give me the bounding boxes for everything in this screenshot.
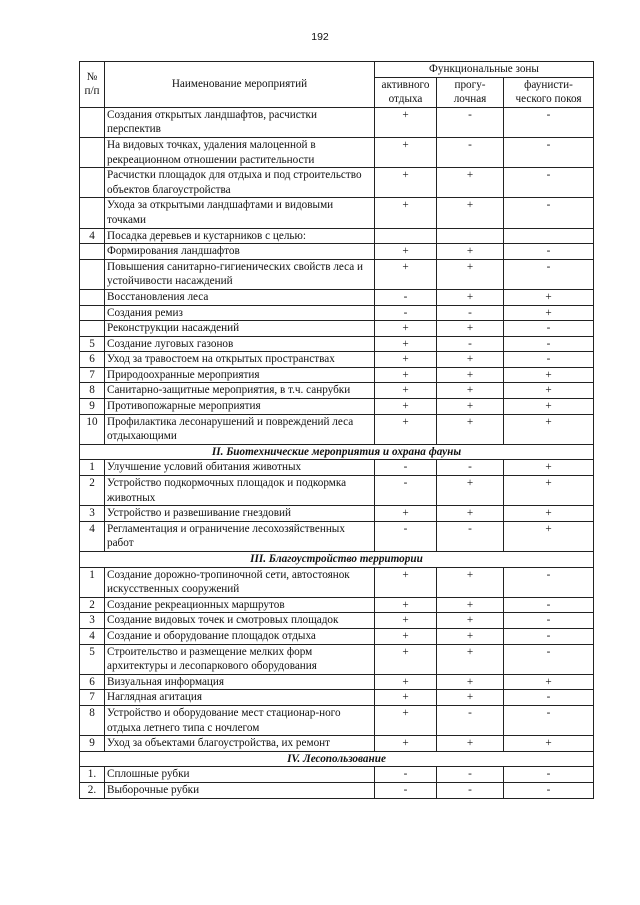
measure-name: Формирования ландшафтов [105,244,375,260]
table-row [80,460,594,476]
active-rest-mark: + [375,567,437,597]
walking-mark: + [437,690,504,706]
measure-name: Создание рекреационных маршрутов [105,597,375,613]
page-number: 192 [311,31,329,43]
header-active-rest: активного отдыха [375,77,437,107]
walking-mark: + [437,476,504,506]
walking-mark: + [437,383,504,399]
table-row [80,168,594,198]
fauna-rest-mark: + [504,736,594,752]
measure-name: Профилактика лесонарушений и повреждений леса отдыхающими [105,414,375,444]
measure-name: Улучшение условий обитания животных [105,460,375,476]
fauna-rest-mark: - [504,107,594,137]
measure-name: Регламентация и ограничение лесохозяйственных работ [105,521,375,551]
header-walking: прогу- лочная [437,77,504,107]
active-rest-mark: + [375,644,437,674]
active-rest-mark: - [375,476,437,506]
section-row [80,444,594,460]
active-rest-mark: + [375,336,437,352]
measure-name: Санитарно-защитные мероприятия, в т.ч. санрубки [105,383,375,399]
table-row [80,613,594,629]
row-number: 4 [80,628,105,644]
active-rest-mark: + [375,352,437,368]
active-rest-mark: - [375,782,437,798]
fauna-rest-mark: + [504,460,594,476]
fauna-rest-mark: - [504,321,594,337]
table-row [80,414,594,444]
row-number: 7 [80,690,105,706]
table-row [80,399,594,415]
row-number: 10 [80,414,105,444]
fauna-rest-mark: + [504,305,594,321]
table-row [80,644,594,674]
table-row [80,628,594,644]
row-number [80,137,105,167]
measure-name: Сплошные рубки [105,767,375,783]
active-rest-mark [375,228,437,244]
active-rest-mark: - [375,521,437,551]
fauna-rest-mark: - [504,137,594,167]
table-row [80,690,594,706]
measure-name: Уход за объектами благоустройства, их ремонт [105,736,375,752]
walking-mark: + [437,198,504,228]
walking-mark: + [437,244,504,260]
active-rest-mark: + [375,244,437,260]
row-number [80,259,105,289]
walking-mark: + [437,367,504,383]
fauna-rest-mark: + [504,476,594,506]
row-number: 5 [80,336,105,352]
table-row [80,244,594,260]
fauna-rest-mark: - [504,352,594,368]
row-number: 4 [80,228,105,244]
walking-mark: - [437,305,504,321]
table-row [80,736,594,752]
row-number [80,305,105,321]
fauna-rest-mark: - [504,782,594,798]
table-row [80,198,594,228]
fauna-rest-mark: - [504,767,594,783]
row-number [80,321,105,337]
table-row [80,107,594,137]
row-number: 5 [80,644,105,674]
measure-name: Повышения санитарно-гигиенических свойств леса и устойчивости насаждений [105,259,375,289]
table-row [80,352,594,368]
walking-mark: + [437,321,504,337]
active-rest-mark: + [375,107,437,137]
active-rest-mark: - [375,460,437,476]
walking-mark: + [437,613,504,629]
table-body [80,107,594,798]
row-number [80,198,105,228]
measure-name: Противопожарные мероприятия [105,399,375,415]
row-number: 2 [80,476,105,506]
active-rest-mark: + [375,168,437,198]
walking-mark: + [437,259,504,289]
walking-mark: + [437,674,504,690]
table-row [80,674,594,690]
row-number: 4 [80,521,105,551]
walking-mark [437,228,504,244]
walking-mark: + [437,399,504,415]
fauna-rest-mark [504,228,594,244]
fauna-rest-mark: - [504,259,594,289]
walking-mark: - [437,705,504,735]
measure-name: Природоохранные мероприятия [105,367,375,383]
walking-mark: - [437,137,504,167]
measure-name: Наглядная агитация [105,690,375,706]
walking-mark: + [437,168,504,198]
walking-mark: + [437,289,504,305]
walking-mark: - [437,107,504,137]
row-number: 2. [80,782,105,798]
active-rest-mark: + [375,597,437,613]
active-rest-mark: + [375,383,437,399]
active-rest-mark: - [375,767,437,783]
header-measure-name: Наименование мероприятий [105,62,375,108]
measure-name: Посадка деревьев и кустарников с целью: [105,228,375,244]
table-row [80,705,594,735]
active-rest-mark: + [375,414,437,444]
measure-name: Реконструкции насаждений [105,321,375,337]
row-number [80,244,105,260]
fauna-rest-mark: + [504,506,594,522]
table-row [80,228,594,244]
walking-mark: + [437,352,504,368]
table-row [80,567,594,597]
row-number [80,168,105,198]
active-rest-mark: + [375,137,437,167]
active-rest-mark: + [375,506,437,522]
active-rest-mark: + [375,399,437,415]
fauna-rest-mark: - [504,567,594,597]
measure-name: Выборочные рубки [105,782,375,798]
fauna-rest-mark: - [504,690,594,706]
row-number [80,107,105,137]
row-number: 7 [80,367,105,383]
fauna-rest-mark: + [504,289,594,305]
fauna-rest-mark: - [504,198,594,228]
fauna-rest-mark: - [504,336,594,352]
row-number: 1. [80,767,105,783]
active-rest-mark: - [375,305,437,321]
measure-name: Создание дорожно-тропиночной сети, автостоянок искусственных сооружений [105,567,375,597]
active-rest-mark: + [375,613,437,629]
table-row [80,383,594,399]
walking-mark: - [437,767,504,783]
fauna-rest-mark: - [504,644,594,674]
measure-name: Создания открытых ландшафтов, расчистки перспектив [105,107,375,137]
walking-mark: + [437,644,504,674]
active-rest-mark: + [375,736,437,752]
fauna-rest-mark: - [504,244,594,260]
fauna-rest-mark: - [504,168,594,198]
measure-name: Визуальная информация [105,674,375,690]
header-functional-zones: Функциональные зоны [375,62,594,78]
active-rest-mark: + [375,705,437,735]
row-number: 2 [80,597,105,613]
table-row [80,305,594,321]
measure-name: Уход за травостоем на открытых пространствах [105,352,375,368]
table-row [80,476,594,506]
section-row [80,751,594,767]
table-row [80,367,594,383]
measure-name: Расчистки площадок для отдыха и под строительство объектов благоустройства [105,168,375,198]
walking-mark: + [437,597,504,613]
table-row [80,521,594,551]
fauna-rest-mark: - [504,613,594,629]
table-row [80,782,594,798]
active-rest-mark: + [375,198,437,228]
row-number: 6 [80,352,105,368]
measure-name: Ухода за открытыми ландшафтами и видовыми точками [105,198,375,228]
active-rest-mark: + [375,259,437,289]
row-number [80,289,105,305]
fauna-rest-mark: + [504,399,594,415]
measure-name: Создание видовых точек и смотровых площадок [105,613,375,629]
walking-mark: - [437,460,504,476]
fauna-rest-mark: + [504,674,594,690]
row-number: 9 [80,399,105,415]
measure-name: Создание и оборудование площадок отдыха [105,628,375,644]
measure-name: Устройство подкормочных площадок и подкормка животных [105,476,375,506]
walking-mark: - [437,782,504,798]
table-row [80,597,594,613]
table-row [80,336,594,352]
walking-mark: + [437,736,504,752]
row-number: 3 [80,506,105,522]
table-row [80,289,594,305]
header-number: № п/п [80,62,105,108]
row-number: 8 [80,705,105,735]
walking-mark: - [437,336,504,352]
fauna-rest-mark: + [504,367,594,383]
active-rest-mark: - [375,289,437,305]
fauna-rest-mark: + [504,383,594,399]
active-rest-mark: + [375,321,437,337]
walking-mark: + [437,506,504,522]
table-row [80,137,594,167]
header-fauna-rest: фаунисти- ческого покоя [504,77,594,107]
section-title: III. Благоустройство территории [80,552,594,568]
walking-mark: + [437,567,504,597]
row-number: 3 [80,613,105,629]
table-row [80,259,594,289]
walking-mark: + [437,628,504,644]
walking-mark: + [437,414,504,444]
section-row [80,552,594,568]
row-number: 1 [80,567,105,597]
fauna-rest-mark: - [504,597,594,613]
table-row [80,321,594,337]
measure-name: Восстановления леса [105,289,375,305]
active-rest-mark: + [375,628,437,644]
measure-name: Строительство и размещение мелких форм архитектуры и лесопаркового оборудования [105,644,375,674]
section-title: II. Биотехнические мероприятия и охрана фауны [80,444,594,460]
measure-name: Устройство и развешивание гнездовий [105,506,375,522]
section-title: IV. Лесопользование [80,751,594,767]
active-rest-mark: + [375,674,437,690]
fauna-rest-mark: - [504,628,594,644]
active-rest-mark: + [375,690,437,706]
table-row [80,506,594,522]
fauna-rest-mark: + [504,414,594,444]
row-number: 8 [80,383,105,399]
measures-table [79,61,594,799]
fauna-rest-mark: - [504,705,594,735]
row-number: 9 [80,736,105,752]
measure-name: Устройство и оборудование мест стационар-ного отдыха летнего типа с ночлегом [105,705,375,735]
measure-name: Создания ремиз [105,305,375,321]
fauna-rest-mark: + [504,521,594,551]
row-number: 1 [80,460,105,476]
measure-name: На видовых точках, удаления малоценной в рекреационном отношении растительности [105,137,375,167]
active-rest-mark: + [375,367,437,383]
table-row [80,767,594,783]
walking-mark: - [437,521,504,551]
row-number: 6 [80,674,105,690]
measure-name: Создание луговых газонов [105,336,375,352]
